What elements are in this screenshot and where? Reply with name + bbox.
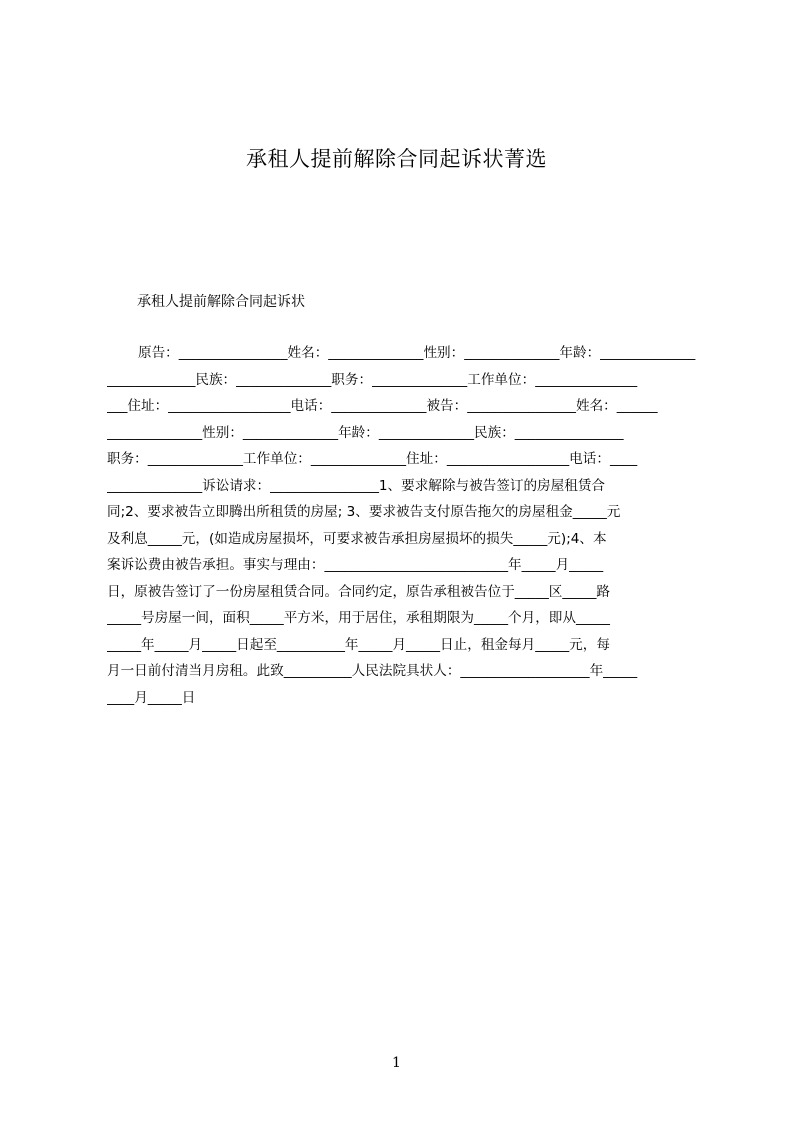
body-line: 职务：______________工作单位：______________住址：__________________电话：____ [107,451,638,467]
body-line: 同;2、要求被告立即腾出所租赁的房屋; 3、要求被告支付原告拖欠的房屋租金_____元 [107,504,621,520]
body-line: ______________性别：______________年龄：______________民族：________________ [107,424,624,441]
body-line: ______________诉讼请求：________________1、要求解除与被告签订的房屋租赁合 [107,477,606,494]
body-line: 案诉讼费由被告承担。事实与理由：___________________________年_____月_____ [107,557,604,573]
page-number: 1 [392,1055,401,1071]
body-line: 原告：________________姓名：______________性别：______________年龄：______________ [138,345,696,361]
body-line: _____号房屋一间，面积_____平方米，用于居住，承租期限为_____个月，即从_____ [107,610,610,626]
body-line: 日，原被告签订了一份房屋租赁合同。合同约定，原告承租被告位于_____区_____路 [107,583,610,600]
document-body [107,344,697,715]
document-subtitle: 承租人提前解除合同起诉状 [137,294,305,310]
body-line: 月一日前付清当月房租。此致__________人民法院具状人：___________________年_____ [107,663,638,679]
body-line: ____月_____日 [107,689,196,706]
body-line: 及利息_____元，(如造成房屋损坏，可要求被告承担房屋损坏的损失_____元);4、本 [107,530,607,547]
document-title: 承租人提前解除合同起诉状菁选 [246,147,547,171]
body-line: ___住址：__________________电话：______________被告：________________姓名：______ [107,398,658,414]
body-line: _____________民族：______________职务：______________工作单位：_______________ [107,371,638,388]
body-line: _____年_____月_____日起至__________年_____月_____日止，租金每月_____元，每 [107,636,610,653]
